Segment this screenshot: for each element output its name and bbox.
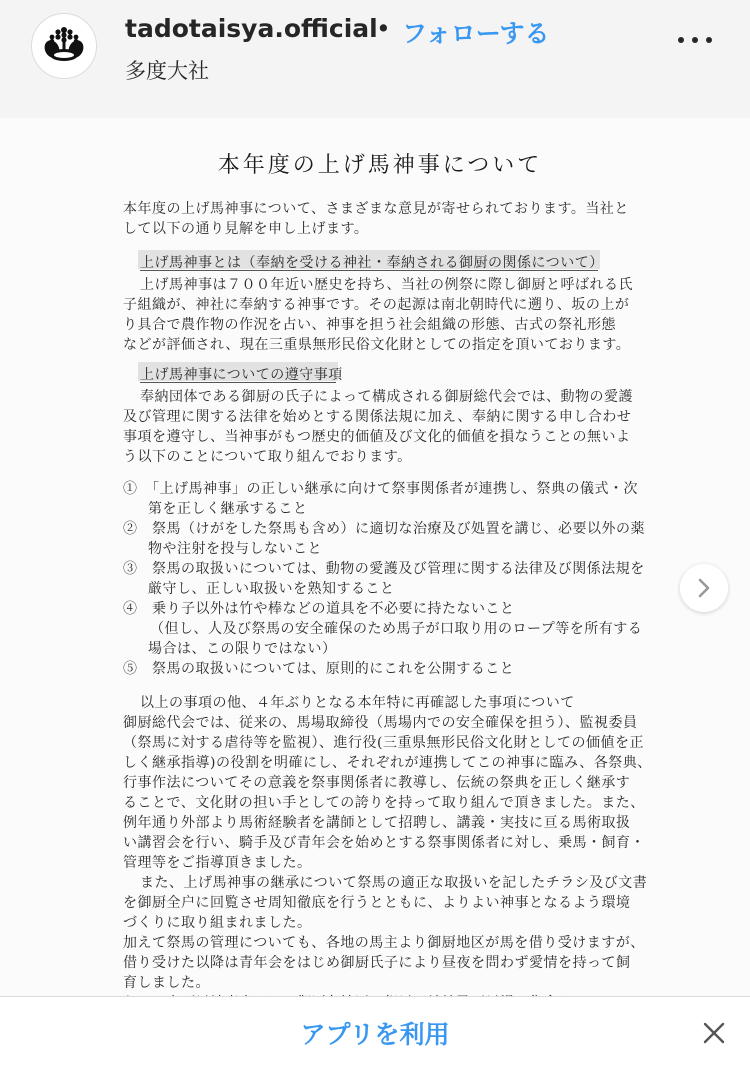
document-line: また、上げ馬神事の継承について祭馬の適正な取扱いを記したチラシ及び文書 xyxy=(140,875,648,891)
username[interactable]: tadotaisya.official xyxy=(125,14,378,43)
document-list-item: 物や注射を投与しないこと xyxy=(148,541,322,557)
document-line: 借り受けた以降は青年会をはじめ御厨氏子により昼夜を問わず愛情を持って飼 xyxy=(123,955,631,971)
document-list-item: ④ 乗り子以外は竹や棒などの道具を不必要に持たないこと xyxy=(123,601,515,617)
document-line: 上げ馬神事は７００年近い歴史を持ち、当社の例祭に際し御厨と呼ばれる氏 xyxy=(140,277,633,293)
post-header xyxy=(0,0,750,118)
document-line: り具合で農作物の作況を占い、神事を担う社会組織の形態、古式の祭礼形態 xyxy=(123,317,616,333)
document-line: 御厨総代会では、従来の、馬場取締役（馬場内での安全確保を担う）、監視委員 xyxy=(123,715,638,731)
document-title: 本年度の上げ馬神事について xyxy=(217,153,543,178)
document-line: づくりに取り組まれました。 xyxy=(123,915,312,931)
follow-button[interactable]: フォローする xyxy=(402,19,550,48)
document-line: 本年度の上げ馬神事について、さまざまな意見が寄せられております。当社と xyxy=(123,201,629,217)
location-label[interactable]: 多度大社 xyxy=(125,59,209,83)
document-line: 加えて祭馬の管理についても、各地の馬主より御厨地区が馬を借り受けますが、 xyxy=(123,935,645,951)
document-line: 例年通り外部より馬術経験者を講師として招聘し、講義・実技に亘る馬術取扱 xyxy=(123,815,631,831)
separator-dot: • xyxy=(376,14,391,43)
document-line: を御厨全户に回覧させ周知徹底を行うとともに、よりよい神事となるよう環境 xyxy=(123,895,631,911)
close-icon[interactable] xyxy=(700,1019,728,1047)
more-dot xyxy=(678,37,684,43)
document-line: 子組織が、神社に奉納する神事です。その起源は南北朝時代に遡り、坂の上が xyxy=(123,297,630,313)
avatar[interactable] xyxy=(31,13,97,79)
document-line: い講習会を行い、騎手及び青年会を始めとする祭事関係者に対し、乗馬・飼育・ xyxy=(123,835,645,851)
more-dot xyxy=(706,37,712,43)
document-line: う以下のことについて取り組んでおります。 xyxy=(123,449,412,465)
crest-logo-icon xyxy=(39,21,89,71)
more-options-icon[interactable] xyxy=(678,28,712,52)
document-line: しく継承指導)の役割を明確にし、それぞれが連携してこの神事に臨み、各祭典、 xyxy=(123,755,652,771)
document-line: 奉納団体である御厨の氏子によって構成される御厨総代会では、動物の愛護 xyxy=(140,389,633,405)
post-image-document[interactable] xyxy=(0,118,750,996)
document-line: 以上の事項の他、４年ぶりとなる本年特に再確認した事項について xyxy=(140,695,575,711)
document-heading: 上げ馬神事についての遵守事項 xyxy=(140,367,343,383)
document-list-item: ⑤ 祭馬の取扱いについては、原則的にこれを公開すること xyxy=(123,661,515,677)
document-list-item: ② 祭馬（けがをした祭馬も含め）に適切な治療及び処置を講じ、必要以外の薬 xyxy=(123,521,645,537)
document-line: 及び管理に関する法律を始めとする関係法規に加え、奉納に関する申し合わせ xyxy=(123,409,632,425)
document-line: 事項を遵守し、当神事がもつ歴史的価値及び文化的価値を損なうことの無いよ xyxy=(123,429,631,445)
open-app-button[interactable]: アプリを利用 xyxy=(300,1020,450,1049)
document-line: ることで、文化財の担い手としての誇りを持って取り組んで頂きました。また、 xyxy=(123,795,645,811)
document-list-item: （但し、人及び祭馬の安全確保のため馬子が口取り用のロープ等を所有する xyxy=(150,621,643,637)
carousel-next-button[interactable] xyxy=(680,564,728,612)
document-line: 行事作法についてその意義を祭事関係者に教導し、伝統の祭典を正しく継承す xyxy=(123,775,631,791)
document-line: （祭馬に対する虐待等を監視）、進行役(三重県無形民俗文化財としての価値を正 xyxy=(123,735,644,751)
document-heading: 上げ馬神事とは（奉納を受ける神社・奉納される御厨の関係について） xyxy=(140,255,604,271)
document-line: 管理等をご指導頂きました。 xyxy=(123,855,312,871)
chevron-right-icon xyxy=(695,577,713,599)
document-line: して以下の通り見解を申し上げます。 xyxy=(123,221,369,237)
document-line: 育しました。 xyxy=(123,975,210,991)
document-list-item: ① 「上げ馬神事」の正しい継承に向けて祭事関係者が連携し、祭典の儀式・次 xyxy=(123,481,638,497)
document-line: などが評価され、現在三重県無形民俗文化財としての指定を頂いております。 xyxy=(123,337,631,353)
document-list-item: 第を正しく継承すること xyxy=(148,501,308,517)
open-app-banner xyxy=(0,996,750,1067)
document-list-item: ③ 祭馬の取扱いについては、動物の愛護及び管理に関する法律及び関係法規を xyxy=(123,561,645,577)
document-list-item: 厳守し、正しい取扱いを熟知すること xyxy=(148,581,395,597)
more-dot xyxy=(692,37,698,43)
document-list-item: 場合は、この限りではない） xyxy=(148,641,337,657)
